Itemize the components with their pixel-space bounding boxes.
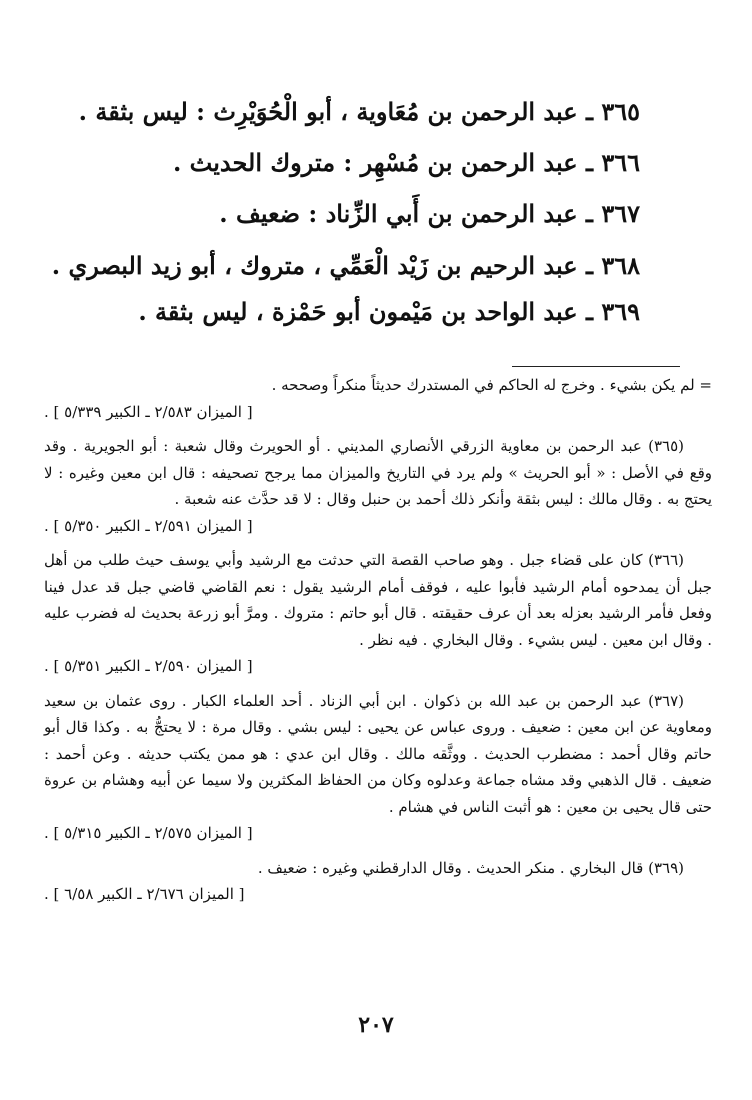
entry-367: ٣٦٧ ـ عبد الرحمن بن أَبي الزِّناد : ضعيف . <box>219 199 640 228</box>
page-number: ٢٠٧ <box>358 1012 394 1038</box>
footnote-text: (٣٦٩) قال البخاري . منكر الحديث . وقال الدارقطني وغيره : ضعيف . <box>257 858 684 877</box>
footnote-source: [ الميزان ٢/٥٨٣ ـ الكبير ٥/٣٣٩ ] . <box>44 402 253 421</box>
entry-366: ٣٦٦ ـ عبد الرحمن بن مُسْهِر : متروك الحديث . <box>172 148 640 177</box>
footnote-source: [ الميزان ٢/٥٩٠ ـ الكبير ٥/٣٥١ ] . <box>44 657 253 675</box>
footnote-source: [ الميزان ٢/٦٧٦ ـ الكبير ٦/٥٨ ] . <box>44 885 245 903</box>
footnote-366 <box>44 547 712 680</box>
footnote-source: [ الميزان ٢/٥٧٥ ـ الكبير ٥/٣١٥ ] . <box>44 824 253 842</box>
footnote-text: (٣٦٧) عبد الرحمن بن عبد الله بن ذكوان . ابن أبي الزناد . أحد العلماء الكبار . روى عثمان بن سعيد ومعاوية عن ابن معين : ضعيف . وروى عباس عن يحيى : ليس بشي . وقال مرة : لا يحتجُّ به . وكذا قال أبو حاتم وقال أحمد : مضطرب الحديث . ووثَّقه مالك . وقال ابن عدي : هو ممن يكتب حديثه . وعن أحمد : ضعيف . قال الذهبي وقد مشاه جماعة وعدلوه وكان من الحفاظ المكثرين ولا سيما عن أبيه وهشام بن عروة حتى قال يحيى بن معين : هو أثبت الناس في هشام . <box>44 691 712 816</box>
footnote-369 <box>44 855 712 908</box>
footnote-text: (٣٦٦) كان على قضاء جبل . وهو صاحب القصة التي حدثت مع الرشيد وأبي يوسف حيث طلب من أهل جبل أن يمدحوه أمام الرشيد فأبوا عليه ، فوقف أمام الرشيد يقول : نعم القاضي قاضي جبل قد عدل فينا وفعل فأمر الرشيد بعزله بعد أن عرف حقيقته . قال أبو حاتم : متروك . ومرَّ أبو زرعة بحديث له فضرب عليه . وقال ابن معين . ليس بشيء . وقال البخاري . فيه نظر . <box>44 551 712 649</box>
footnote-text: = لم يكن بشيء . وخرج له الحاكم في المستدرك حديثاً منكراً وصححه . <box>271 376 712 394</box>
footnote-365 <box>44 433 712 539</box>
footnote-text: (٣٦٥) عبد الرحمن بن معاوية الزرقي الأنصاري المديني . أو الحويرث وقال شعبة : أبو الجويرية . وقد وقع في الأصل : « أبو الحريث » ولم يرد في التاريخ والميزان مما يرجح تصحيفه : قال ابن معين وغيره : لا يحتج به . وقال مالك : ليس بثقة وأنكر ذلك أحمد بن حنبل وقال : لا قد حدَّث عنه شعبة . <box>44 437 712 508</box>
footnote-367 <box>44 688 712 847</box>
entry-368: ٣٦٨ ـ عبد الرحيم بن زَيْد الْعَمِّي ، متروك ، أبو زيد البصري . <box>51 251 640 280</box>
footnote-source: [ الميزان ٢/٥٩١ ـ الكبير ٥/٣٥٠ ] . <box>44 516 253 535</box>
footnote-continuation <box>44 372 712 425</box>
footnote-divider <box>512 366 680 367</box>
entry-365: ٣٦٥ ـ عبد الرحمن بن مُعَاوية ، أبو الْحُوَيْرِث : ليس بثقة . <box>78 97 640 126</box>
entry-369: ٣٦٩ ـ عبد الواحد بن مَيْمون أبو حَمْزة ، ليس بثقة . <box>138 297 640 326</box>
footnotes-section <box>44 372 712 908</box>
